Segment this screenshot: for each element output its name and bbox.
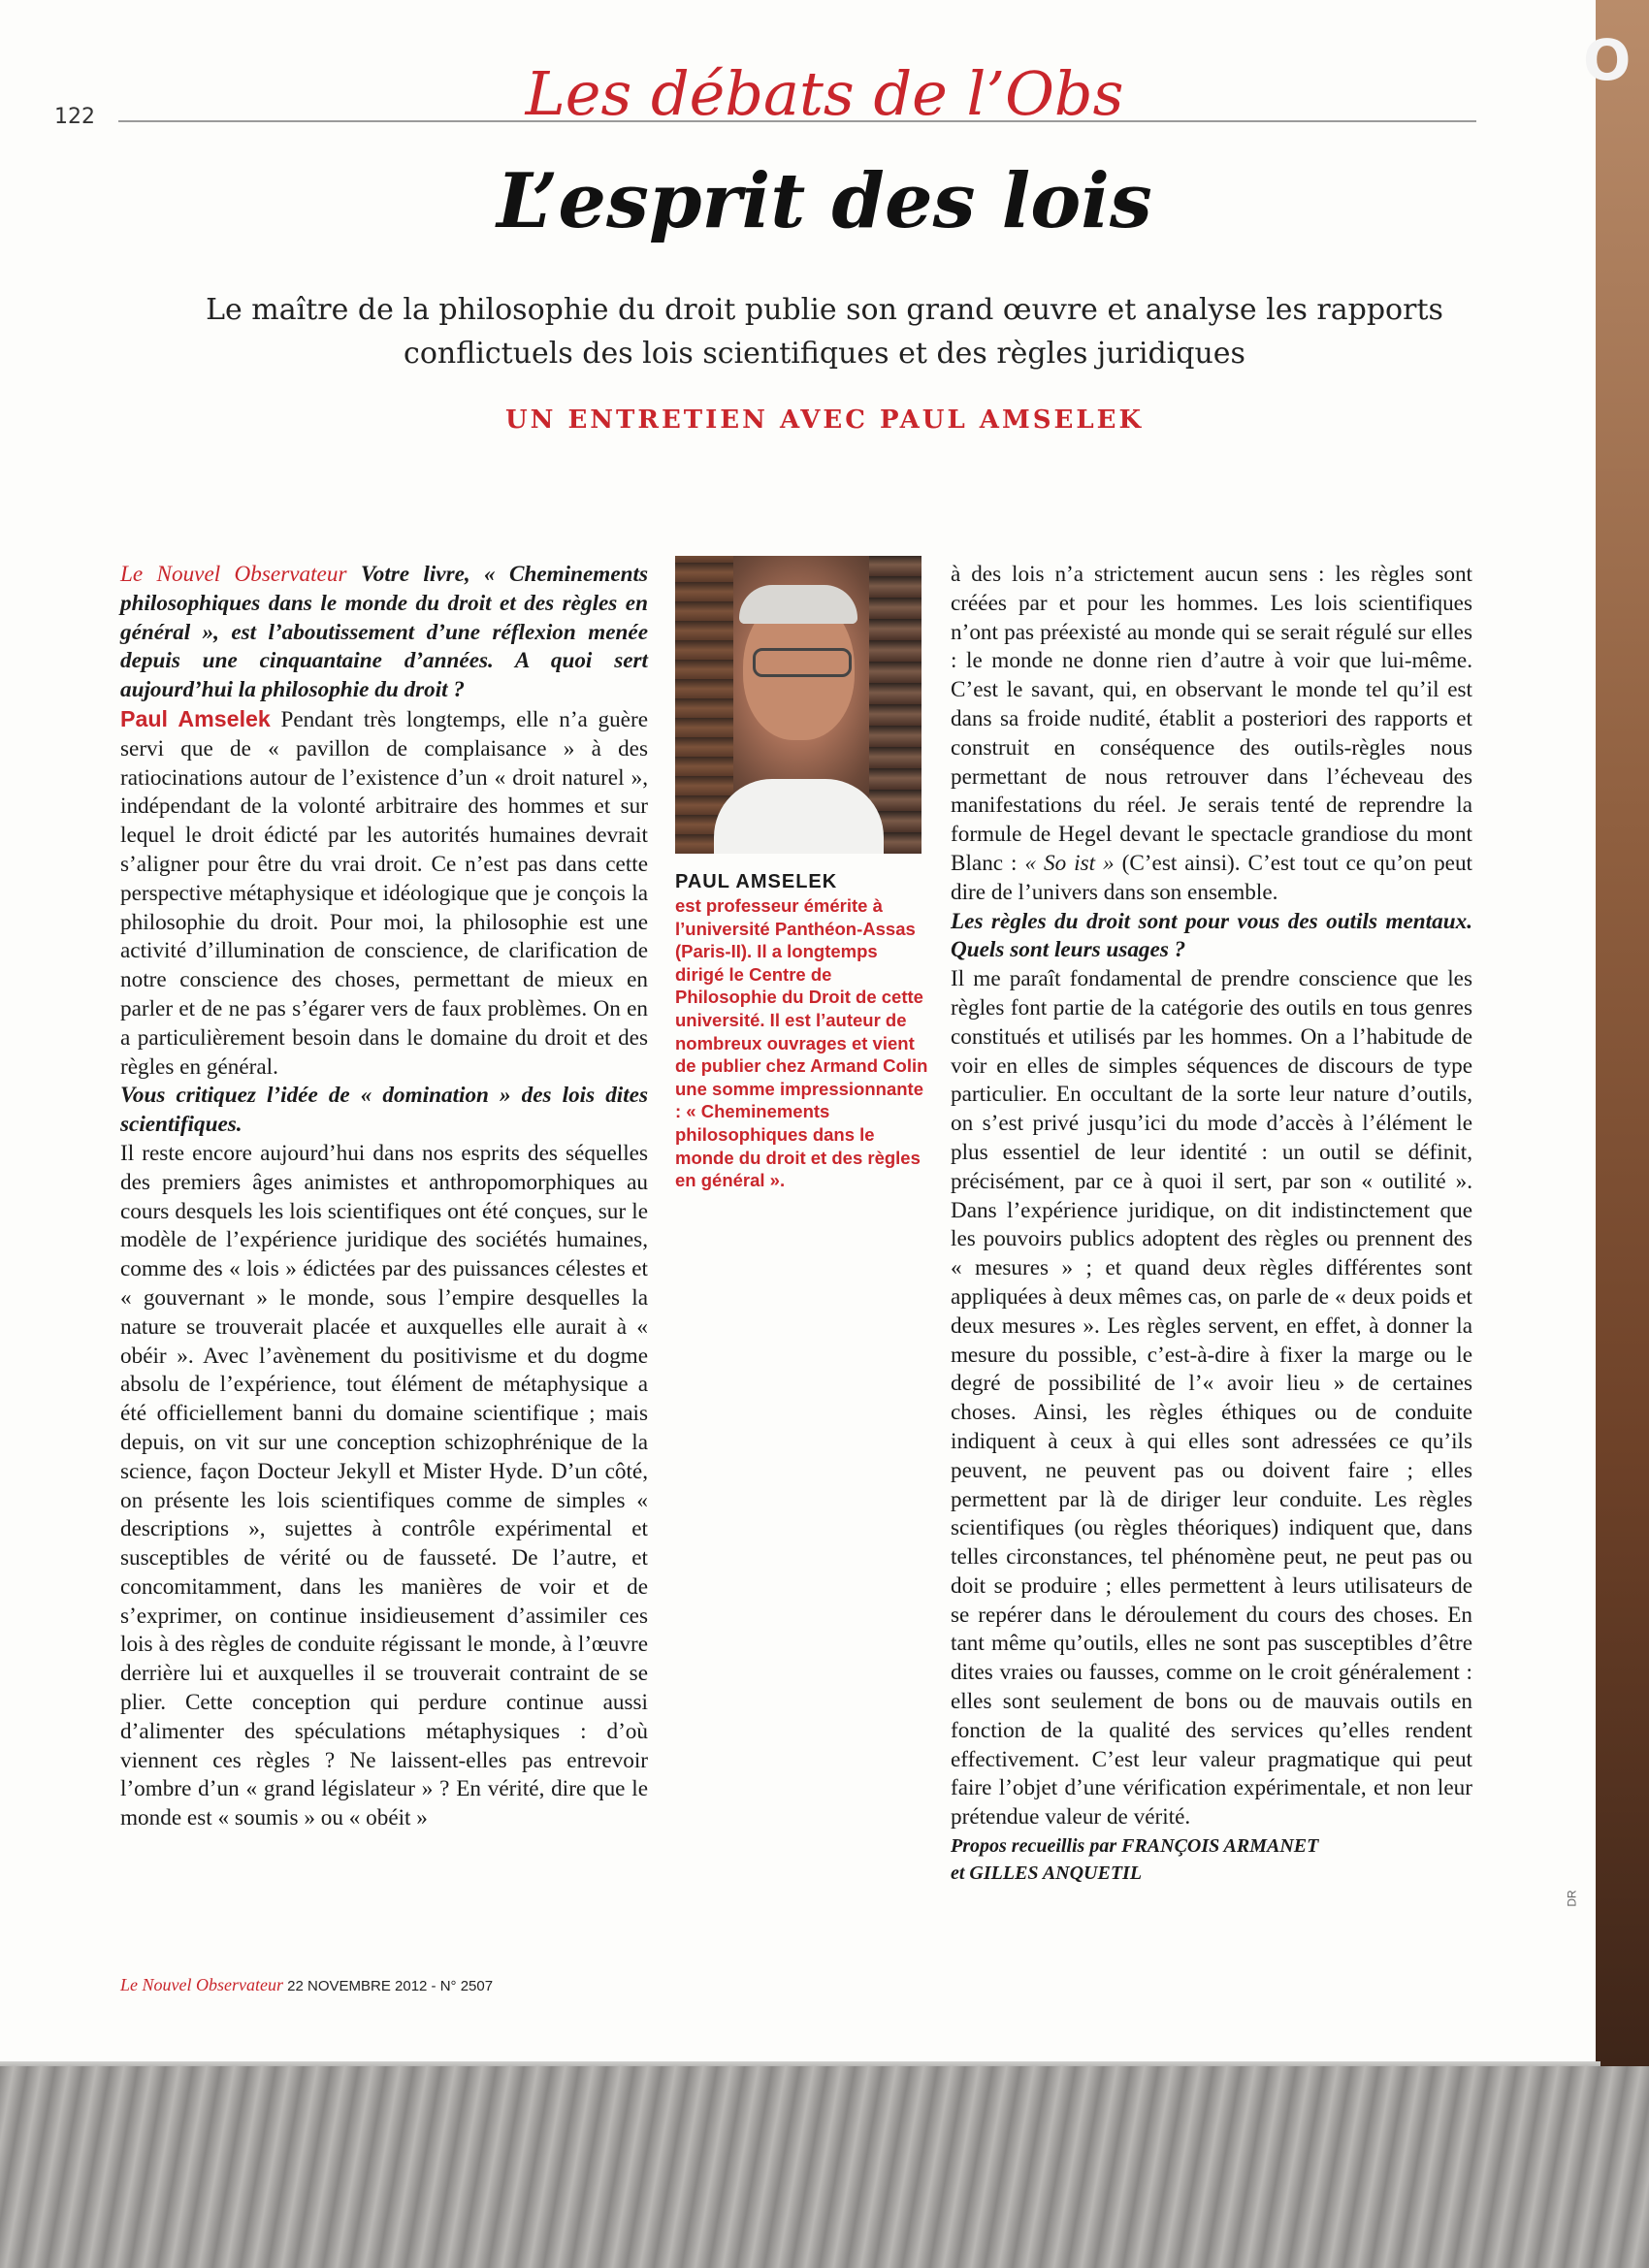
section-title: Les débats de l’Obs: [525, 58, 1124, 129]
author-photo: [675, 556, 922, 854]
answer-3: Il me paraît fondamental de prendre conscience que les règles font partie de la catégorie des outils en tous genres constitués et utilisés par les hommes. On a l’habitude de voir en elles de simples séquences de discours de type particulier. En occultant de la sorte leur nature d’outils, on s’est privé jusqu’ici du mode d’accès à l’élément le plus essentiel de leur identité : un outil se définit, précisément, par ce à quoi il sert, par son « outilité ». Dans l’expérience juridique, on dit indistinctement que les pouvoirs publics adoptent des règles ou prennent des « mesures » ; et quand deux règles différentes sont appliquées à deux mêmes cas, on parle de « deux poids et deux mesures ». Les règles servent, en effet, à donner la mesure du possible, c’est-à-dire à fixer la marge ou le degré de possibilité de l’« avoir lieu » de certaines choses. Ainsi, les règles éthiques ou de conduite indiquent à ceux à qui elles sont adressées ce qu’ils peuvent, ne peuvent pas ou doivent faire ; elles permettent par là de diriger leur conduite. Les règles scientifiques (ou règles théoriques) indiquent que, dans telles circonstances, tel phénomène peut, ne peut pas ou doit se produire ; elles permettent à leurs utilisateurs de se repérer dans le déroulement du cours des choses. En tant même qu’outils, elles ne sont pas susceptibles d’être dites vraies ou fausses, comme on le croit généralement : elles sont seulement de bons ou de mauvais outils en fonction de la qualité des services qu’elles rendent effectivement. C’est leur valeur pragmatique qui peut faire l’objet d’une vérification expérimentale, et non leur prétendue valeur de vérité.: [951, 966, 1472, 1831]
photo-hair: [739, 585, 857, 624]
question-3: Les règles du droit sont pour vous des outils mentaux. Quels sont leurs usages ?: [951, 908, 1472, 963]
question-1: [120, 561, 648, 705]
photo-shirt: [714, 779, 884, 854]
footer-date-issue: 22 NOVEMBRE 2012 - N° 2507: [282, 1978, 494, 1994]
credit-line-1: Propos recueillis par FRANÇOIS ARMANET: [951, 1835, 1319, 1858]
answer-2-cont-end: (C’est ainsi). C’est tout ce qu’on peut dire de l’univers dans son ensemble.: [951, 850, 1472, 905]
caption-name: PAUL AMSELEK: [675, 871, 838, 892]
answer-1: [120, 705, 648, 1082]
byline: UN ENTRETIEN AVEC PAUL AMSELEK: [504, 405, 1145, 435]
photo-glasses: [753, 648, 852, 677]
answer-1-text: Pendant très longtemps, elle n’a guère servi que de « pavillon de complaisance » à des ratiocinations autour de l’existence d’un « droit naturel », indépendant de la volonté arbitraire des hommes et sur lequel le droit édicté par les autorités humaines devrait s’aligner pour être du vrai droit. Ce n’est pas dans cette perspective métaphysique et idéologique que je conçois la philosophie du droit. Pour moi, la philosophie est une activité d’illumination de conscience, de clarification de notre conscience des choses, permettant de mieux en parler et de ne pas s’égarer vers de faux problèmes. On en a particulièrement besoin dans le domaine du droit et des règles en général.: [120, 706, 648, 1080]
adjacent-page-letter: O: [1583, 27, 1632, 93]
footer: [120, 1975, 493, 1995]
caption-text: est professeur émérite à l’université Panthéon-Assas (Paris-II). Il a longtemps dirigé le Centre de Philosophie du Droit de cette université. Il est l’auteur de nombreux ouvrages et vient de publier chez Armand Colin une somme impressionnante : « Cheminements philosophiques dans le monde du droit et des règles en général ».: [675, 895, 928, 1191]
answer-2-cont-start: à des lois n’a strictement aucun sens : les règles sont créées par et pour les hommes. Les lois scientifiques n’ont pas préexisté au monde qui se serait régulé sur elles : le monde ne donne rien d’autre à voir que lui-même. C’est le savant, qui, en observant le monde tel qu’il est dans sa froide nudité, établit a posteriori des rapports et construit en conséquence des outils-règles nous permettant de nous retrouver dans l’écheveau des manifestations du réel. Je serais tenté de reprendre la formule de Hegel devant le spectacle grandiose du mont Blanc :: [951, 562, 1472, 876]
question-2: Vous critiquez l’idée de « domination » des lois dites scientifiques.: [120, 1083, 648, 1138]
so-ist-quote: « So ist »: [1024, 850, 1115, 876]
question-1-text: Votre livre, « Cheminements philosophiques dans le monde du droit et des règles en général », est l’aboutissement d’une réflexion menée depuis une cinquantaine d’années. A quoi sert aujourd’hui la philosophie du droit ?: [120, 562, 648, 703]
credit-line-2: et GILLES ANQUETIL: [951, 1863, 1143, 1885]
magazine-name: Le Nouvel Observateur: [120, 562, 347, 587]
answer-2-continued: [951, 561, 1472, 908]
photo-bookshelf-right: [869, 556, 922, 854]
standfirst: Le maître de la philosophie du droit publie son grand œuvre et analyse les rapports conflictuels des lois scientifiques et des règles juridiques: [206, 293, 1443, 371]
background-fabric: [0, 2066, 1649, 2268]
adjacent-page-photo: [1596, 0, 1649, 2086]
photo-credit: DR: [1565, 1890, 1579, 1907]
page-number: 122: [54, 105, 95, 129]
interview-credit: [951, 1832, 1472, 1887]
speaker-name: Paul Amselek: [120, 705, 271, 731]
footer-brand: Le Nouvel Observateur: [120, 1975, 283, 1994]
article-column-left: [120, 561, 648, 1833]
answer-2: Il reste encore aujourd’hui dans nos esprits des séquelles des premiers âges animistes et anthropomorphiques au cours desquels les lois scientifiques ont été conçues, sur le modèle de l’expérience juridique des sociétés humaines, comme des « lois » édictées par des puissances célestes et « gouvernant » le monde, sous l’empire desquelles la nature se trouverait placée et auxquelles elle aurait à « obéir ». Avec l’avènement du positivisme et du dogme absolu de l’expérience, tout élément de métaphysique a été officiellement banni du domaine scientifique ; mais depuis, on vit sur une conception schizophrénique de la science, façon Docteur Jekyll et Mister Hyde. D’un côté, on présente les lois scientifiques comme de simples « descriptions », sujettes à contrôle expérimental et susceptibles de vérité ou de fausseté. De l’autre, et concomitamment, dans les manières de voir et de s’exprimer, on continue insidieusement d’assimiler ces lois à des règles de conduite régissant le monde, à l’œuvre derrière lui et auxquelles il se trouverait contraint de se plier. Cette conception qui perdure continue aussi d’alimenter des spéculations métaphysiques : d’où viennent ces règles ? Ne laissent-elles pas entrevoir l’ombre d’un « grand législateur » ? En vérité, dire que le monde est « soumis » ou « obéit »: [120, 1140, 648, 1831]
article-column-right: [951, 561, 1472, 1887]
headline: L’esprit des lois: [497, 157, 1152, 245]
